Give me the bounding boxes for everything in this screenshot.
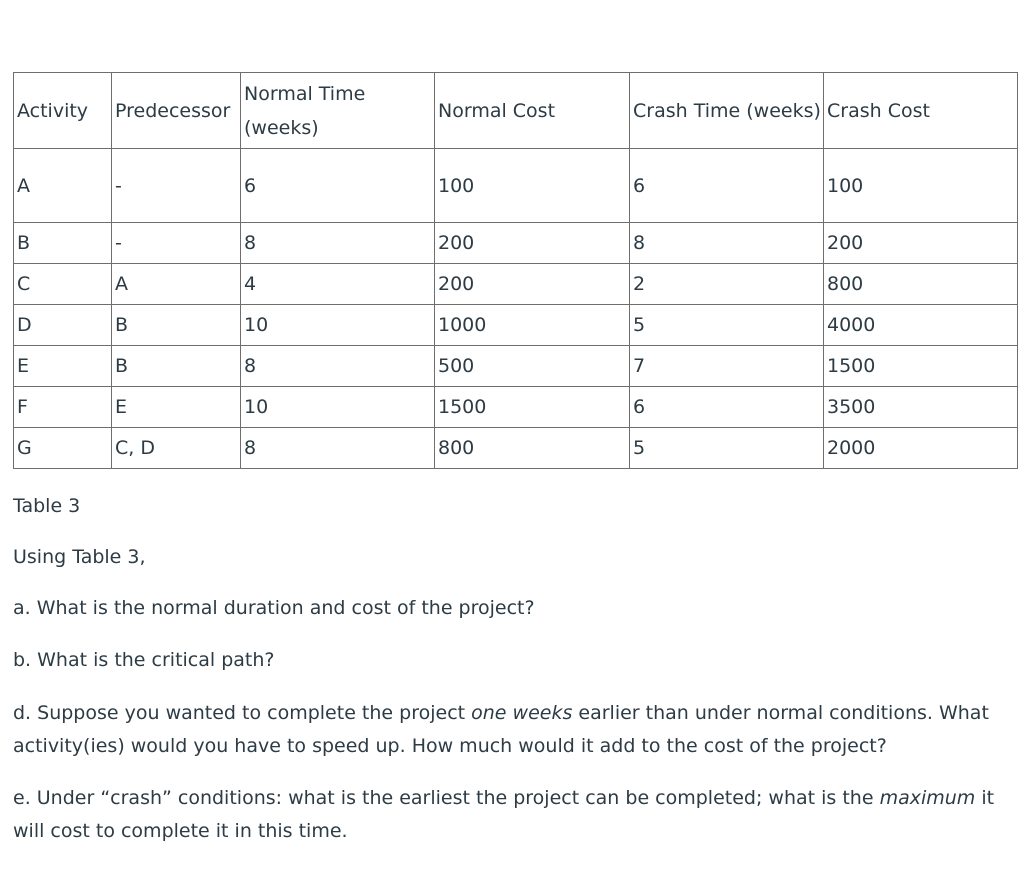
question-e: [13, 782, 1013, 848]
cell-activity: F: [14, 387, 112, 428]
table-row: [14, 264, 1018, 305]
cell-predecessor: -: [112, 223, 241, 264]
table-row: [14, 428, 1018, 469]
cell-normal-cost: 200: [435, 223, 630, 264]
cell-crash-time: 6: [630, 387, 824, 428]
cell-activity: A: [14, 149, 112, 223]
table-caption: Table 3: [13, 495, 81, 517]
header-activity: Activity: [14, 73, 112, 149]
cell-normal-time: 8: [241, 223, 435, 264]
cell-normal-cost: 1500: [435, 387, 630, 428]
question-e-prefix: e. Under “crash” conditions: what is the earliest the project can be completed; what is the: [13, 787, 880, 809]
cell-normal-cost: 200: [435, 264, 630, 305]
header-predecessor: Predecessor: [112, 73, 241, 149]
table-row: [14, 149, 1018, 223]
cell-normal-cost: 100: [435, 149, 630, 223]
cell-crash-time: 5: [630, 305, 824, 346]
question-a: a. What is the normal duration and cost of the project?: [13, 597, 535, 619]
cell-crash-time: 2: [630, 264, 824, 305]
cell-crash-cost: 200: [824, 223, 1018, 264]
question-b: b. What is the critical path?: [13, 649, 275, 671]
cell-normal-time: 6: [241, 149, 435, 223]
cell-crash-cost: 100: [824, 149, 1018, 223]
question-e-suffix: it will cost to complete it in this time.: [13, 787, 995, 842]
cell-predecessor: B: [112, 305, 241, 346]
question-d: [13, 697, 1013, 763]
cell-crash-time: 8: [630, 223, 824, 264]
cell-crash-cost: 800: [824, 264, 1018, 305]
header-normal-time: Normal Time (weeks): [241, 73, 435, 149]
cell-predecessor: C, D: [112, 428, 241, 469]
cell-normal-cost: 800: [435, 428, 630, 469]
cell-normal-time: 4: [241, 264, 435, 305]
cell-crash-time: 7: [630, 346, 824, 387]
cell-normal-time: 10: [241, 305, 435, 346]
cell-normal-time: 8: [241, 346, 435, 387]
cell-crash-cost: 2000: [824, 428, 1018, 469]
header-crash-cost: Crash Cost: [824, 73, 1018, 149]
cell-normal-time: 8: [241, 428, 435, 469]
cell-predecessor: B: [112, 346, 241, 387]
cell-normal-cost: 500: [435, 346, 630, 387]
question-d-prefix: d. Suppose you wanted to complete the project: [13, 702, 472, 724]
cell-crash-cost: 4000: [824, 305, 1018, 346]
cell-activity: C: [14, 264, 112, 305]
cell-normal-time: 10: [241, 387, 435, 428]
cell-activity: E: [14, 346, 112, 387]
cell-crash-cost: 3500: [824, 387, 1018, 428]
header-crash-time: Crash Time (weeks): [630, 73, 824, 149]
table-header-row: [14, 73, 1018, 149]
intro-text: Using Table 3,: [13, 546, 146, 568]
cell-predecessor: E: [112, 387, 241, 428]
question-e-emphasis: maximum: [879, 787, 976, 809]
cell-predecessor: A: [112, 264, 241, 305]
question-d-emphasis: one weeks: [471, 702, 573, 724]
cell-crash-time: 5: [630, 428, 824, 469]
cell-crash-cost: 1500: [824, 346, 1018, 387]
cell-crash-time: 6: [630, 149, 824, 223]
table-row: [14, 346, 1018, 387]
table-row: [14, 305, 1018, 346]
cell-normal-cost: 1000: [435, 305, 630, 346]
cell-activity: B: [14, 223, 112, 264]
cell-activity: G: [14, 428, 112, 469]
cell-activity: D: [14, 305, 112, 346]
question-d-suffix: earlier than under normal conditions. What activity(ies) would you have to speed up. How much would it add to the cost of the project?: [13, 702, 989, 757]
activity-table: [13, 72, 1018, 469]
header-normal-cost: Normal Cost: [435, 73, 630, 149]
table-row: [14, 223, 1018, 264]
cell-predecessor: -: [112, 149, 241, 223]
table-row: [14, 387, 1018, 428]
